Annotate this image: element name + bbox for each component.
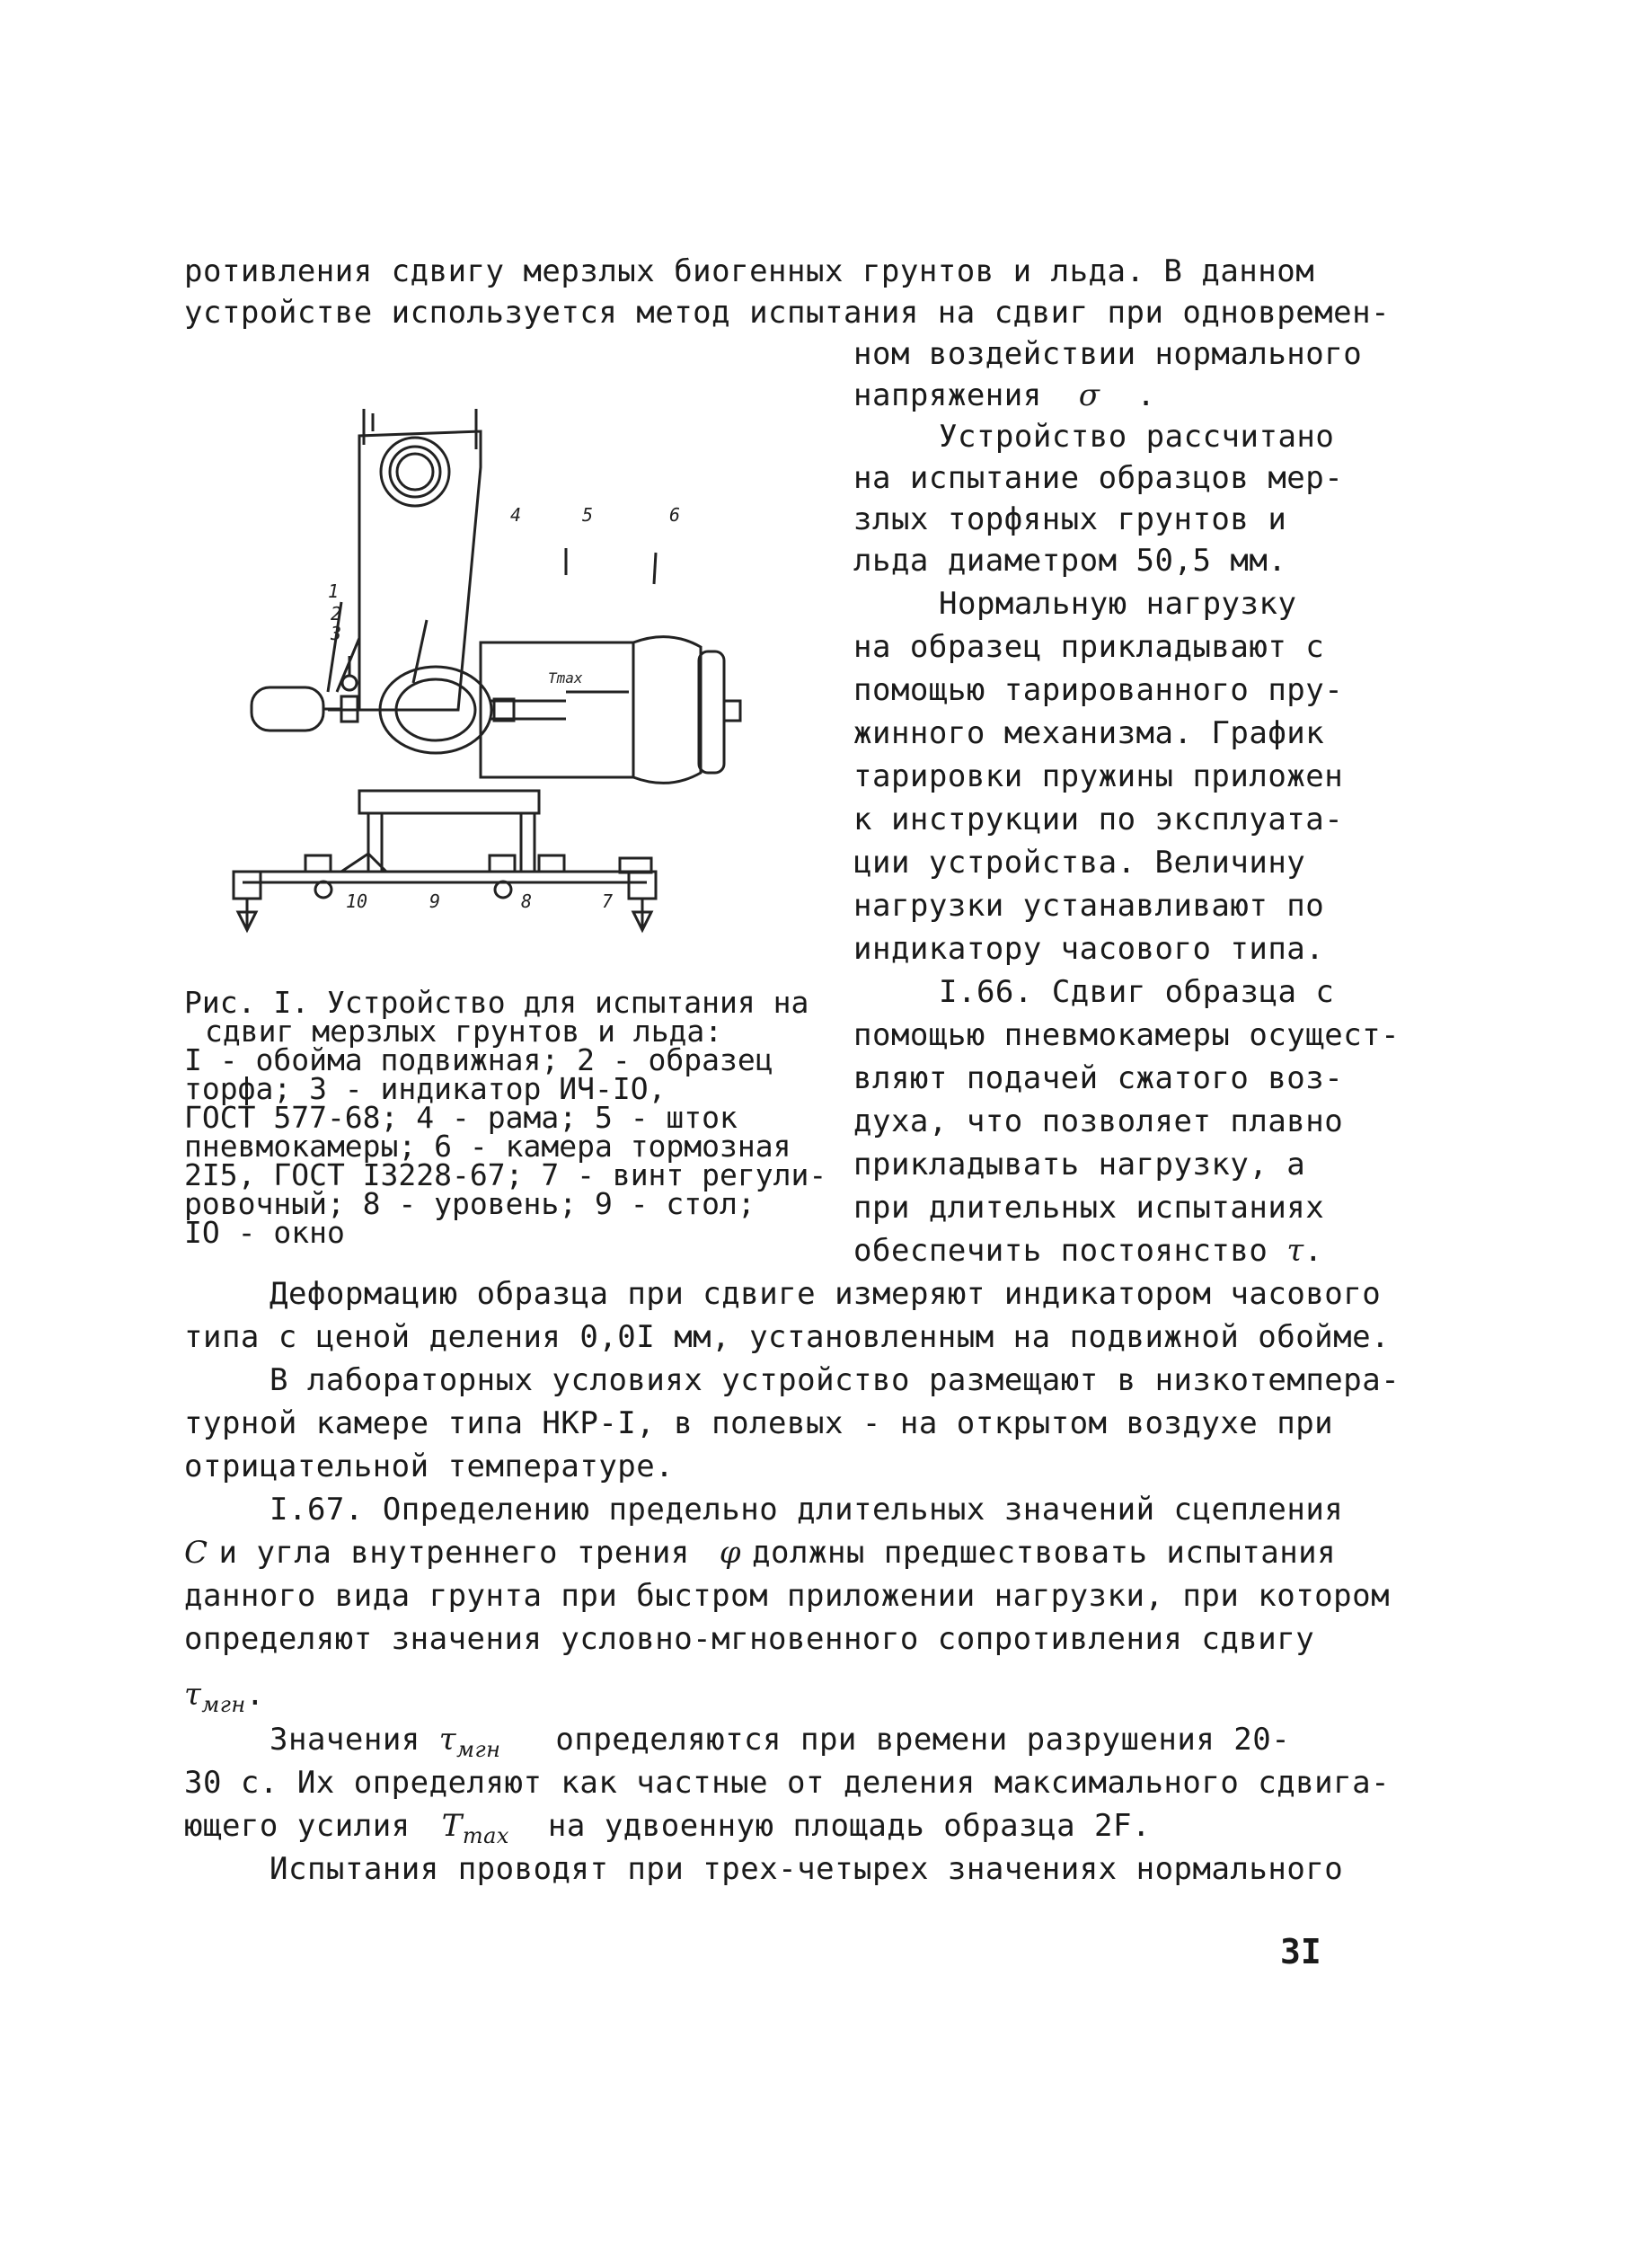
figure-label-5: 5 — [582, 504, 594, 526]
text-line: отрицательной температуре. — [184, 1449, 675, 1484]
text-line: злых торфяных грунтов и — [853, 501, 1287, 537]
phi-symbol: φ — [719, 1535, 742, 1571]
figure-caption: ГОСТ 577-68; 4 - рама; 5 - шток — [184, 1100, 738, 1135]
figure-label-tmax: Tmax — [548, 669, 583, 687]
text-line: жинного механизма. График — [853, 715, 1325, 751]
text-line: нагрузки устанавливают по — [853, 888, 1325, 924]
text-line: на образец прикладывают с — [853, 629, 1325, 665]
figure-caption: ровочный; 8 - уровень; 9 - стол; — [184, 1186, 756, 1221]
figure-label-7: 7 — [602, 890, 614, 912]
figure-label-9: 9 — [429, 890, 441, 912]
text-line: при длительных испытаниях — [853, 1190, 1325, 1226]
figure-caption: I - обойма подвижная; 2 - образец — [184, 1042, 773, 1077]
text-line: типа с ценой деления 0,0I мм, установленным на подвижной обойме. — [184, 1319, 1391, 1355]
device-figure — [225, 395, 782, 935]
text-line: помощью тарированного пру- — [853, 672, 1344, 708]
text-line: к инструкции по эксплуата- — [853, 802, 1344, 837]
tau-mgn-formula: $\tau_{мгн}$. — [184, 1677, 265, 1717]
text-line: льда диаметром 50,5 мм. — [853, 543, 1287, 579]
figure-label-4: 4 — [510, 504, 522, 526]
text-line: тарировки пружины приложен — [853, 758, 1344, 794]
text-line: вляют подачей сжатого воз- — [853, 1060, 1344, 1096]
figure-label-2: 2 — [331, 603, 342, 625]
text-line: индикатору часового типа. — [853, 931, 1325, 967]
text-line: Нормальную нагрузку — [939, 586, 1297, 622]
text-line: ции устройства. Величину — [853, 845, 1306, 881]
figure-label-10: 10 — [346, 890, 368, 912]
figure-caption: сдвиг мерзлых грунтов и льда: — [205, 1014, 723, 1049]
text-line: В лабораторных условиях устройство размещают в низкотемпера- — [270, 1362, 1401, 1398]
figure-label-1: 1 — [328, 580, 340, 602]
text-line: прикладывать нагрузку, а — [853, 1147, 1306, 1183]
figure-label-8: 8 — [521, 890, 533, 912]
page-number: 3I — [1280, 1932, 1321, 1971]
figure-caption: 2I5, ГОСТ I3228-67; 7 - винт регули- — [184, 1157, 827, 1192]
figure-caption: торфа; 3 - индикатор ИЧ-IO, — [184, 1071, 667, 1106]
text-line: определяют значения условно-мгновенного сопротивления сдвигу — [184, 1621, 1315, 1657]
c-symbol: C — [184, 1535, 208, 1571]
text-line: обеспечить постоянство τ. — [853, 1233, 1323, 1269]
text-line: устройстве используется метод испытания на сдвиг при одновремен- — [184, 295, 1391, 331]
figure-caption: пневмокамеры; 6 - камера тормозная — [184, 1129, 791, 1164]
text-line: C и угла внутреннего трения φ должны предшествовать испытания — [184, 1535, 1337, 1571]
text-line: 30 с. Их определяют как частные от деления максимального сдвига- — [184, 1765, 1391, 1801]
tau-symbol: τ — [1286, 1233, 1304, 1269]
text-line: I.66. Сдвиг образца с — [939, 974, 1335, 1010]
figure-caption: Рис. I. Устройство для испытания на — [184, 985, 809, 1020]
figure-caption: IO - окно — [184, 1215, 345, 1250]
sigma-symbol: σ — [1078, 377, 1100, 413]
figure-label-6: 6 — [669, 504, 681, 526]
text-line: данного вида грунта при быстром приложении нагрузки, при котором — [184, 1578, 1391, 1614]
text-line: I.67. Определению предельно длительных значений сцепления — [270, 1492, 1344, 1528]
text-line: помощью пневмокамеры осущест- — [853, 1017, 1401, 1053]
figure-label-3: 3 — [331, 623, 342, 644]
text-line: духа, что позволяет плавно — [853, 1103, 1344, 1139]
text-line: Деформацию образца при сдвиге измеряют индикатором часового — [270, 1276, 1382, 1312]
text-line: Значения $\tau_{мгн}$ определяются при времени разрушения 20- — [270, 1722, 1291, 1762]
text-line: ротивления сдвигу мерзлых биогенных грунтов и льда. В данном — [184, 253, 1315, 289]
text-line: ющего усилия $T_{max}$ на удвоенную площадь образца 2F. — [184, 1808, 1151, 1848]
text-line: Устройство рассчитано — [939, 419, 1335, 455]
text-line: ном воздействии нормального — [853, 336, 1363, 372]
text-line: Испытания проводят при трех-четырех значениях нормального — [270, 1851, 1344, 1887]
text-line: турной камере типа НКР-I, в полевых - на открытом воздухе при — [184, 1405, 1334, 1441]
text-line: на испытание образцов мер- — [853, 460, 1344, 496]
text-line: напряжения σ . — [853, 377, 1156, 413]
